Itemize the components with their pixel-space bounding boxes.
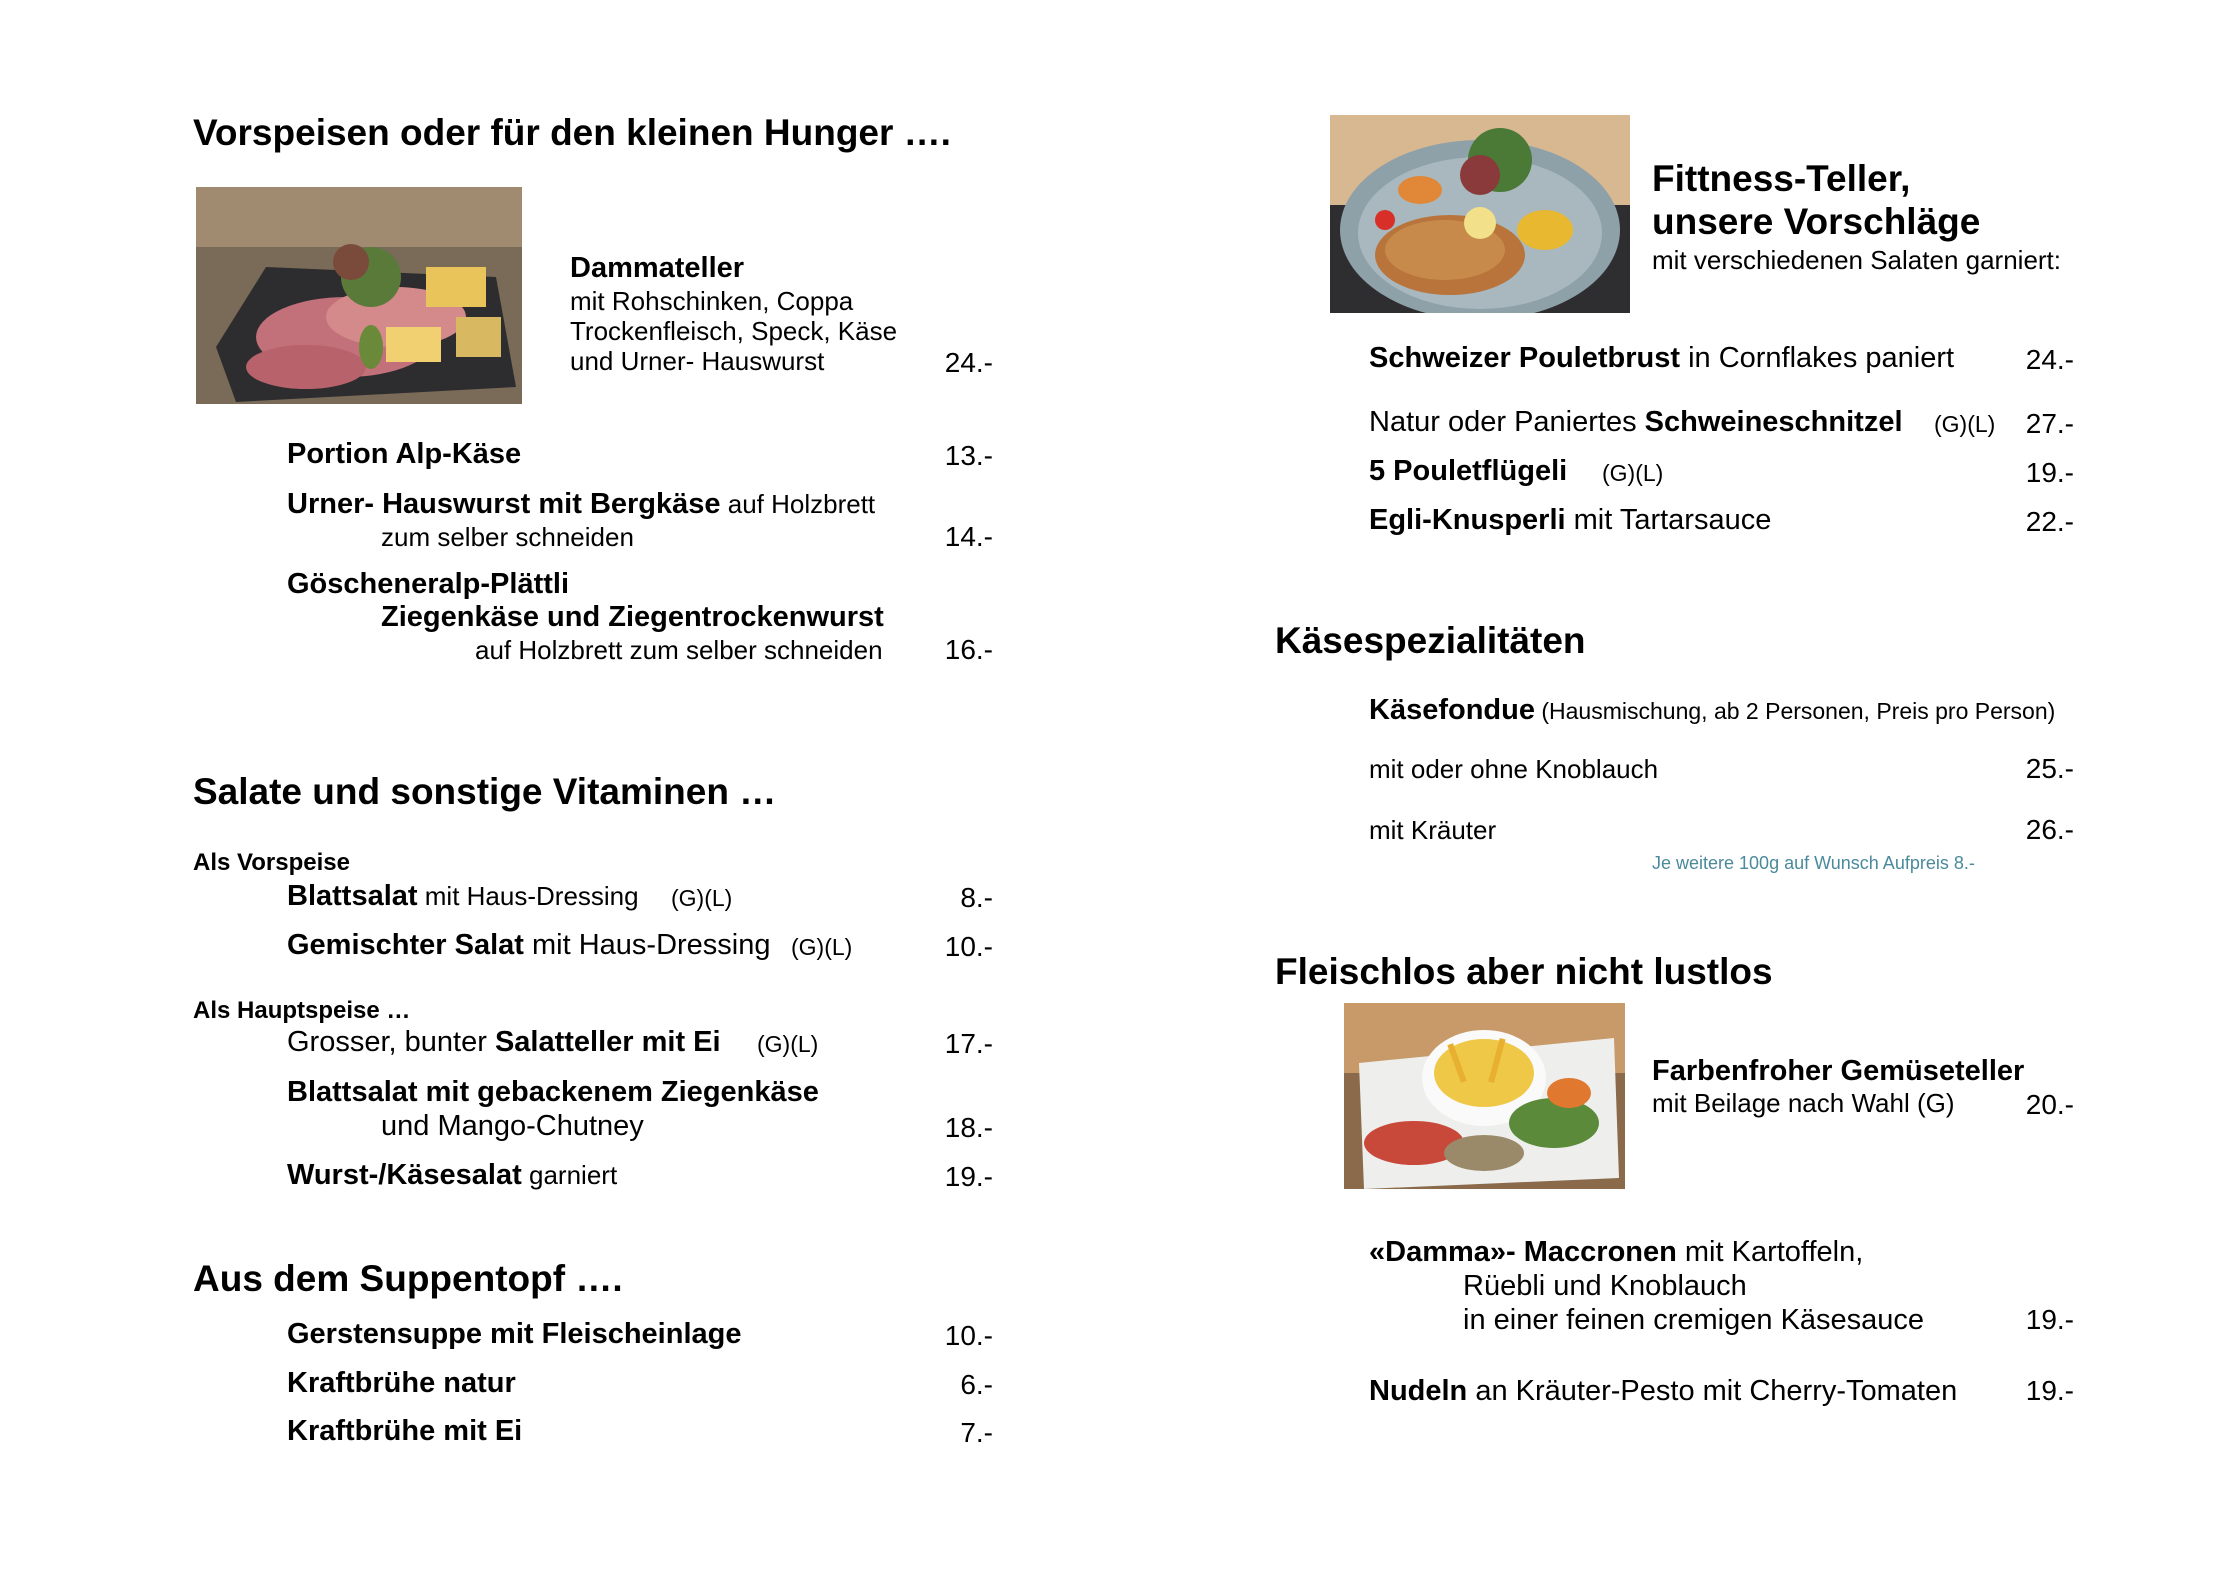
suppe-item-1: Kraftbrühe natur	[287, 1367, 516, 1399]
ziegenkaese-price: 18.-	[944, 1112, 993, 1143]
gemueseteller-line2: mit Beilage nach Wahl (G)	[1652, 1088, 1955, 1118]
urner-hauswurst-line2: zum selber schneiden	[381, 522, 634, 552]
als-vorspeise-label: Als Vorspeise	[193, 849, 350, 876]
dammateller-price: 24.-	[944, 347, 993, 378]
gemischter-salat-title: Gemischter Salat	[287, 929, 524, 961]
suppe-item-2: Kraftbrühe mit Ei	[287, 1415, 523, 1447]
gemischter-salat-price: 10.-	[944, 931, 993, 962]
schnitzel-tags: (G)(L)	[1934, 411, 1996, 437]
pouletfluegeli-title: 5 Pouletflügeli	[1369, 455, 1568, 487]
section-heading-vorspeisen: Vorspeisen oder für den kleinen Hunger ….	[193, 112, 951, 153]
fitness-heading-1: Fittness-Teller,	[1652, 158, 1911, 199]
salatteller-tags: (G)(L)	[757, 1031, 819, 1057]
fitness-heading-2: unsere Vorschläge	[1652, 201, 1981, 242]
dammateller-line3: und Urner- Hauswurst	[570, 346, 825, 376]
goeschener-price: 16.-	[944, 634, 993, 665]
gemischter-salat-desc: mit Haus-Dressing	[523, 929, 771, 961]
egli-item	[1369, 504, 1771, 537]
ziegenkaese-line2: und Mango-Chutney	[381, 1110, 644, 1142]
schnitzel-title: Schweineschnitzel	[1644, 406, 1903, 438]
salatteller-title: Salatteller mit Ei	[494, 1026, 721, 1058]
wurstsalat-title: Wurst-/Käsesalat	[287, 1159, 522, 1191]
blattsalat-price: 8.-	[960, 882, 993, 913]
wurstsalat-desc: garniert	[521, 1160, 618, 1190]
kraeuter-price: 26.-	[2025, 814, 2074, 845]
gemischter-salat-item	[287, 929, 771, 962]
suppe-price-1: 6.-	[960, 1369, 993, 1400]
kaesefondue-desc: (Hausmischung, ab 2 Personen, Preis pro Person)	[1534, 698, 2056, 724]
salatteller-pre: Grosser, bunter	[287, 1026, 495, 1058]
goeschener-title: Göscheneralp-Plättli	[287, 568, 570, 600]
photo-cold-cuts-platter	[196, 187, 522, 404]
urner-hauswurst-price: 14.-	[944, 521, 993, 552]
knoblauch-price: 25.-	[2025, 753, 2074, 784]
gemischter-salat-tags: (G)(L)	[791, 934, 853, 960]
goeschener-line3: auf Holzbrett zum selber schneiden	[475, 635, 883, 665]
dammateller-line1: mit Rohschinken, Coppa	[570, 286, 854, 316]
section-heading-salate: Salate und sonstige Vitaminen …	[193, 771, 777, 812]
section-heading-suppen: Aus dem Suppentopf ….	[193, 1258, 623, 1299]
schnitzel-pre: Natur oder Paniertes	[1369, 406, 1645, 438]
pouletbrust-item	[1369, 342, 1954, 375]
als-hauptspeise-label: Als Hauptspeise …	[193, 997, 411, 1024]
section-heading-fleischlos: Fleischlos aber nicht lustlos	[1275, 951, 1773, 992]
blattsalat-item	[287, 880, 639, 913]
schnitzel-item	[1369, 406, 1903, 439]
salatteller-price: 17.-	[944, 1028, 993, 1059]
blattsalat-tags: (G)(L)	[671, 885, 733, 911]
maccronen-price: 19.-	[2025, 1304, 2074, 1335]
egli-title: Egli-Knusperli	[1369, 504, 1566, 536]
nudeln-item	[1369, 1375, 1957, 1408]
egli-desc: mit Tartarsauce	[1565, 504, 1772, 536]
maccronen-title: «Damma»- Maccronen	[1369, 1236, 1677, 1268]
urner-hauswurst-title: Urner- Hauswurst mit Bergkäse	[287, 488, 721, 520]
suppe-price-0: 10.-	[944, 1320, 993, 1351]
nudeln-desc: an Kräuter-Pesto mit Cherry-Tomaten	[1467, 1375, 1958, 1407]
wurstsalat-price: 19.-	[944, 1161, 993, 1192]
maccronen-line2: Rüebli und Knoblauch	[1463, 1270, 1747, 1302]
alp-kaese-price: 13.-	[944, 440, 993, 471]
gemueseteller-title: Farbenfroher Gemüseteller	[1652, 1055, 2025, 1087]
goeschener-line2: Ziegenkäse und Ziegentrockenwurst	[381, 601, 884, 633]
kaesefondue-item	[1369, 694, 2055, 727]
fitness-subtitle: mit verschiedenen Salaten garniert:	[1652, 245, 2062, 275]
schnitzel-price: 27.-	[2025, 408, 2074, 439]
photo-vegetable-fries-plate	[1344, 1003, 1625, 1189]
wurstsalat-item	[287, 1159, 617, 1192]
blattsalat-desc: mit Haus-Dressing	[417, 881, 639, 911]
nudeln-title: Nudeln	[1369, 1375, 1468, 1407]
pouletbrust-title: Schweizer Pouletbrust	[1369, 342, 1681, 374]
section-heading-kaese: Käsespezialitäten	[1275, 620, 1586, 661]
suppe-item-0: Gerstensuppe mit Fleischeinlage	[287, 1318, 742, 1350]
maccronen-desc: mit Kartoffeln,	[1676, 1236, 1864, 1268]
dammateller-line2: Trockenfleisch, Speck, Käse	[570, 316, 898, 346]
egli-price: 22.-	[2025, 506, 2074, 537]
kraeuter-item: mit Kräuter	[1369, 815, 1497, 845]
maccronen-item	[1369, 1236, 1863, 1269]
gemueseteller-price: 20.-	[2025, 1089, 2074, 1120]
blattsalat-title: Blattsalat	[287, 880, 418, 912]
urner-hauswurst-item	[287, 488, 875, 521]
alp-kaese-title: Portion Alp-Käse	[287, 438, 522, 470]
knoblauch-item: mit oder ohne Knoblauch	[1369, 754, 1659, 784]
ziegenkaese-title: Blattsalat mit gebackenem Ziegenkäse	[287, 1076, 819, 1108]
nudeln-price: 19.-	[2025, 1375, 2074, 1406]
salatteller-item	[287, 1026, 721, 1059]
urner-hauswurst-suffix: auf Holzbrett	[720, 489, 876, 519]
fondue-surcharge-note: Je weitere 100g auf Wunsch Aufpreis 8.-	[1652, 853, 1975, 873]
suppe-price-2: 7.-	[960, 1417, 993, 1448]
dammateller-title: Dammateller	[570, 252, 745, 284]
kaesefondue-title: Käsefondue	[1369, 694, 1535, 726]
pouletfluegeli-tags: (G)(L)	[1602, 460, 1664, 486]
pouletfluegeli-price: 19.-	[2025, 457, 2074, 488]
maccronen-line3: in einer feinen cremigen Käsesauce	[1463, 1304, 1925, 1336]
pouletbrust-price: 24.-	[2025, 344, 2074, 375]
pouletbrust-desc: in Cornflakes paniert	[1680, 342, 1955, 374]
photo-schnitzel-salad-plate	[1330, 115, 1630, 313]
